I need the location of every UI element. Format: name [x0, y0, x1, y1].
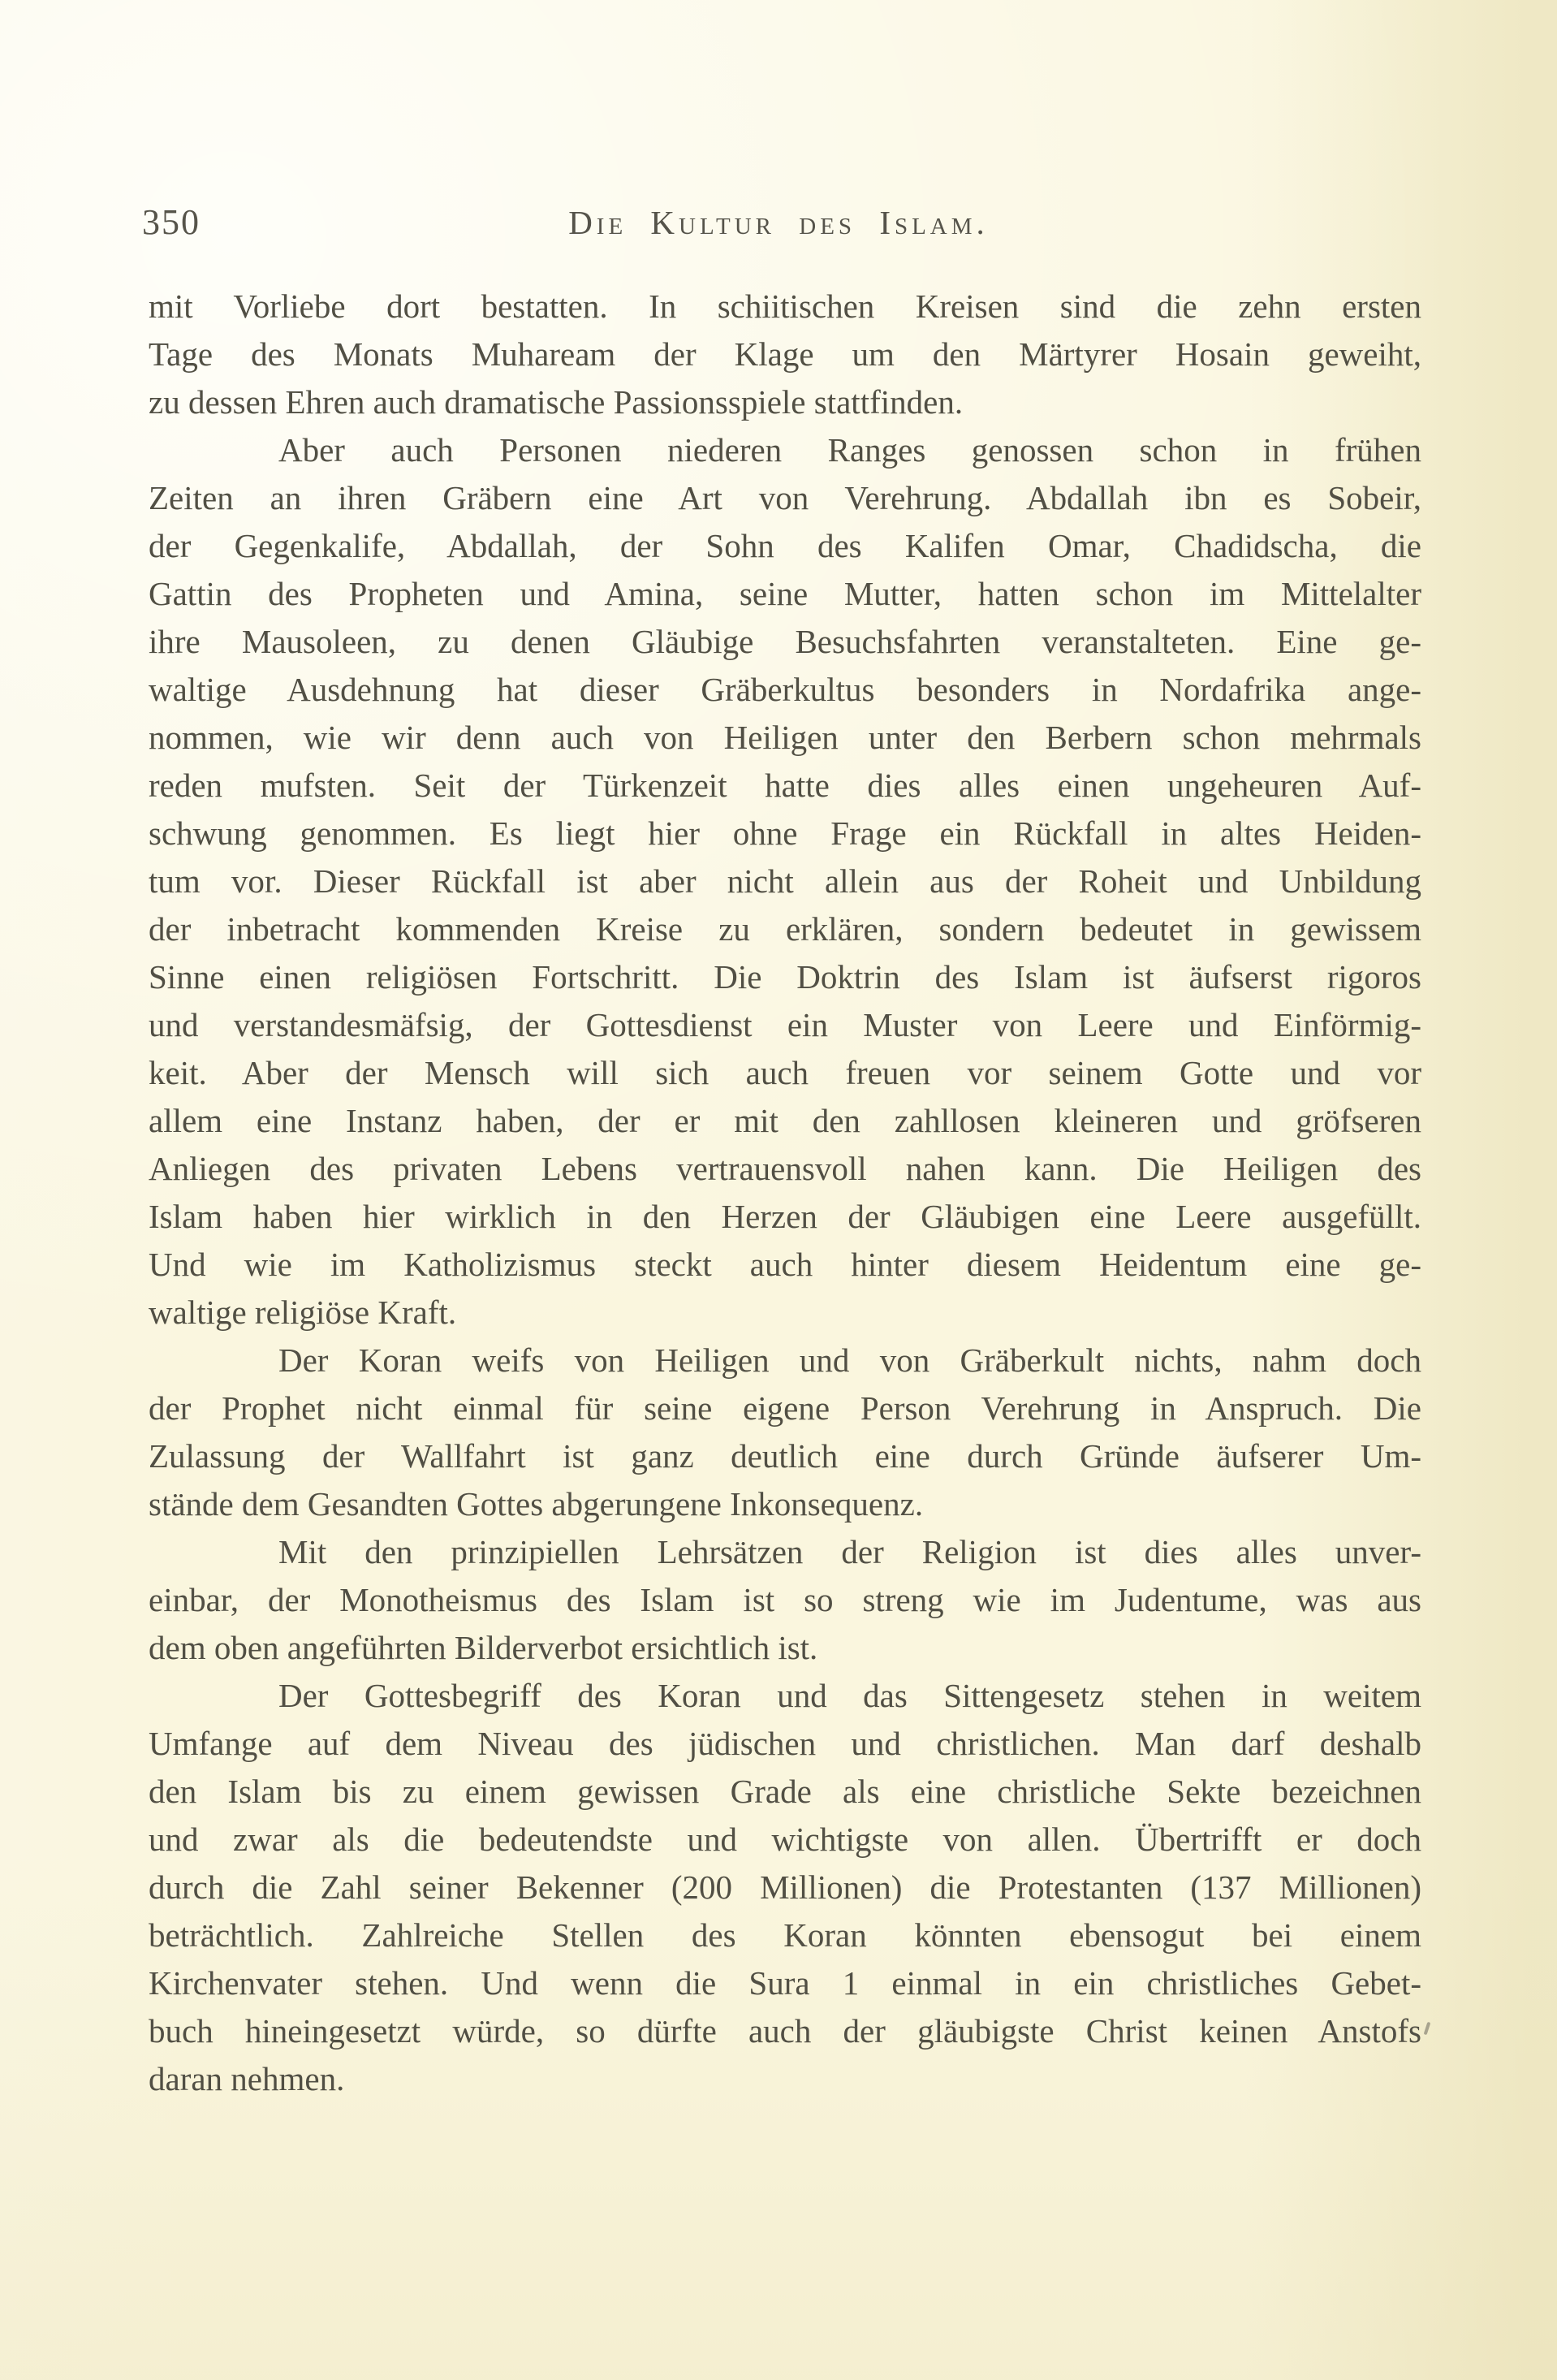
text-line: einbar, der Monotheismus des Islam ist so streng wie im Judentume, was aus — [149, 1581, 1421, 1618]
text-line: Zulassung der Wallfahrt ist ganz deutlich eine durch Gründe äufserer Um- — [149, 1437, 1421, 1475]
text-line: Tage des Monats Muhaream der Klage um den Märtyrer Hosain geweiht, — [149, 335, 1421, 373]
scan-speck — [1424, 2022, 1431, 2035]
text-line: Und wie im Katholizismus steckt auch hinter diesem Heidentum eine ge- — [149, 1246, 1421, 1283]
text-line: Der Gottesbegriff des Koran und das Sittengesetz stehen in weitem — [278, 1677, 1421, 1714]
text-line: waltige Ausdehnung hat dieser Gräberkultus besonders in Nordafrika ange- — [149, 671, 1421, 708]
text-line: Kirchenvater stehen. Und wenn die Sura 1 einmal in ein christliches Gebet- — [149, 1964, 1421, 2002]
text-line: durch die Zahl seiner Bekenner (200 Millionen) die Protestanten (137 Millionen) — [149, 1868, 1421, 1906]
text-line: der Prophet nicht einmal für seine eigene Person Verehrung in Anspruch. Die — [149, 1389, 1421, 1427]
text-line: tum vor. Dieser Rückfall ist aber nicht allein aus der Roheit und Unbildung — [149, 862, 1421, 900]
text-line: waltige religiöse Kraft. — [149, 1294, 457, 1331]
text-line: reden mufsten. Seit der Türkenzeit hatte dies alles einen ungeheuren Auf- — [149, 767, 1421, 804]
text-line: und zwar als die bedeutendste und wichtigste von allen. Übertrifft er doch — [149, 1821, 1421, 1858]
text-line: dem oben angeführten Bilderverbot ersichtlich ist. — [149, 1629, 818, 1666]
text-line: zu dessen Ehren auch dramatische Passionsspiele stattfinden. — [149, 383, 964, 421]
text-line: ihre Mausoleen, zu denen Gläubige Besuchsfahrten veranstalteten. Eine ge- — [149, 623, 1421, 660]
text-line: nommen, wie wir denn auch von Heiligen unter den Berbern schon mehrmals — [149, 719, 1421, 756]
text-line: den Islam bis zu einem gewissen Grade als eine christliche Sekte bezeichnen — [149, 1773, 1421, 1810]
text-line: und verstandesmäfsig, der Gottesdienst ein Muster von Leere und Einförmig- — [149, 1006, 1421, 1043]
text-line: keit. Aber der Mensch will sich auch freuen vor seinem Gotte und vor — [149, 1054, 1421, 1091]
text-line: Aber auch Personen niederen Ranges genossen schon in frühen — [278, 431, 1421, 469]
body-text — [149, 283, 1421, 2103]
text-line: Anliegen des privaten Lebens vertrauensvoll nahen kann. Die Heiligen des — [149, 1150, 1421, 1187]
page-number: 350 — [142, 202, 201, 242]
running-title: Die Kultur des Islam. — [568, 204, 989, 241]
text-line: Sinne einen religiösen Fortschritt. Die Doktrin des Islam ist äufserst rigoros — [149, 958, 1421, 996]
text-line: Gattin des Propheten und Amina, seine Mutter, hatten schon im Mittelalter — [149, 575, 1421, 612]
text-line: schwung genommen. Es liegt hier ohne Frage ein Rückfall in altes Heiden- — [149, 814, 1421, 852]
text-line: buch hineingesetzt würde, so dürfte auch der gläubigste Christ keinen Anstofs — [149, 2012, 1421, 2050]
text-line: Islam haben hier wirklich in den Herzen der Gläubigen eine Leere ausgefüllt. — [149, 1198, 1421, 1235]
text-line: allem eine Instanz haben, der er mit den zahllosen kleineren und gröfseren — [149, 1102, 1421, 1139]
text-line: Zeiten an ihren Gräbern eine Art von Verehrung. Abdallah ibn es Sobeir, — [149, 479, 1421, 516]
text-line: Umfange auf dem Niveau des jüdischen und christlichen. Man darf deshalb — [149, 1725, 1421, 1762]
text-line: stände dem Gesandten Gottes abgerungene Inkonsequenz. — [149, 1485, 924, 1523]
text-line: daran nehmen. — [149, 2060, 345, 2097]
text-line: der inbetracht kommenden Kreise zu erklären, sondern bedeutet in gewissem — [149, 910, 1421, 948]
text-line: Der Koran weifs von Heiligen und von Gräberkult nichts, nahm doch — [278, 1341, 1421, 1379]
text-line: der Gegenkalife, Abdallah, der Sohn des Kalifen Omar, Chadidscha, die — [149, 527, 1421, 564]
text-line: Mit den prinzipiellen Lehrsätzen der Religion ist dies alles unver- — [278, 1533, 1421, 1570]
text-line: beträchtlich. Zahlreiche Stellen des Koran könnten ebensogut bei einem — [149, 1916, 1421, 1954]
text-line: mit Vorliebe dort bestatten. In schiitischen Kreisen sind die zehn ersten — [149, 287, 1421, 325]
